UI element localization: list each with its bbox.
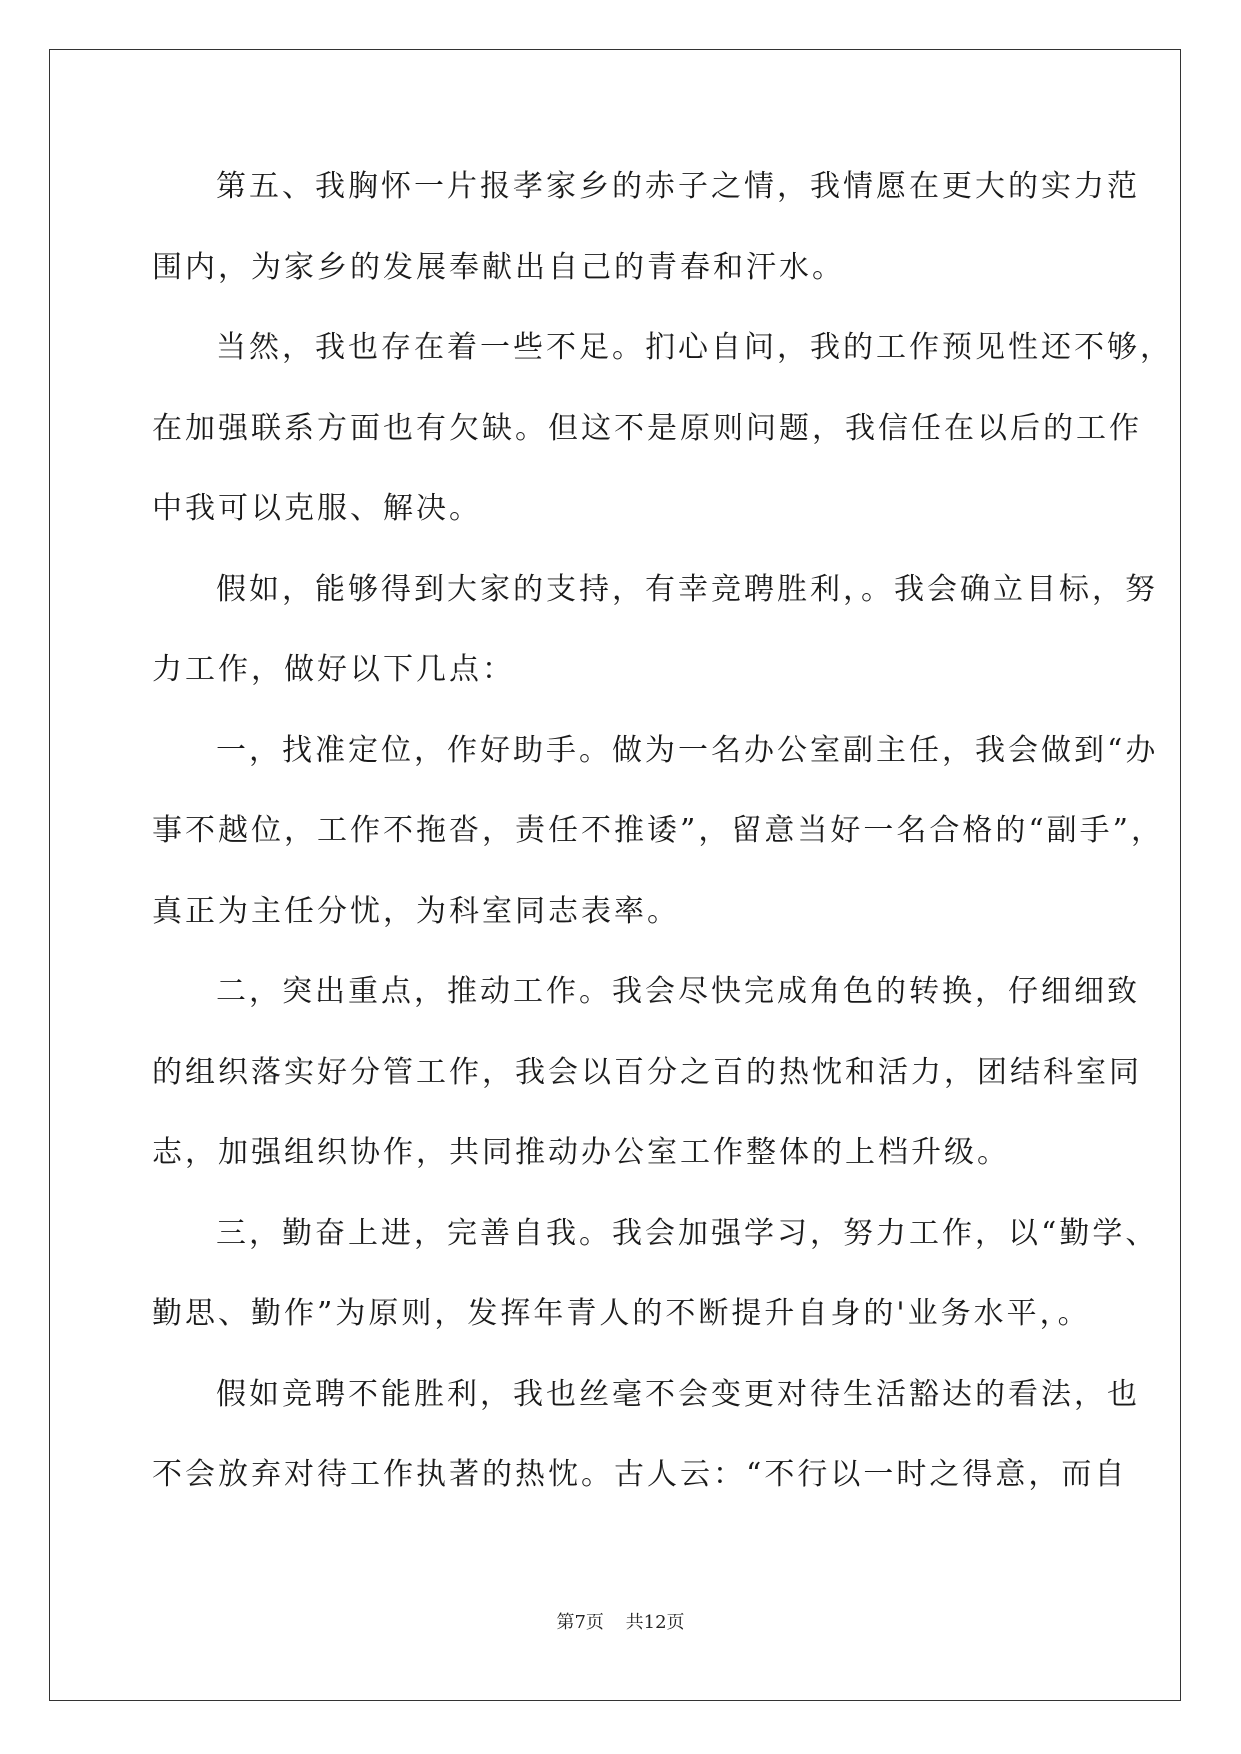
- text-line: 当然，我也存在着一些不足。扪心自问，我的工作预见性还不够，: [216, 330, 1173, 365]
- text-line: 勤思、勤作”为原则，发挥年青人的不断提升自身的'业务水平，。: [152, 1296, 1091, 1331]
- page-number-current: 第7页: [556, 1612, 604, 1633]
- text-line: 不会放弃对待工作执著的热忱。古人云：“不行以一时之得意，而自: [152, 1457, 1128, 1492]
- text-line: 在加强联系方面也有欠缺。但这不是原则问题，我信任在以后的工作: [152, 410, 1142, 446]
- text-line: 事不越位，工作不拖沓，责任不推诿”，留意当好一名合格的“副手”，: [152, 813, 1165, 848]
- text-line: 三，勤奋上进，完善自我。我会加强学习，努力工作，以“勤学、: [216, 1215, 1159, 1251]
- text-line: 一，找准定位，作好助手。做为一名办公室副主任，我会做到“办: [216, 732, 1159, 768]
- text-line: 中我可以克服、解决。: [152, 491, 482, 526]
- page-footer: [0, 1608, 1241, 1634]
- text-line: 假如竞聘不能胜利，我也丝毫不会变更对待生活豁达的看法，也: [216, 1376, 1140, 1412]
- page-number-total: 共12页: [625, 1612, 685, 1633]
- text-line: 二，突出重点，推动工作。我会尽快完成角色的转换，仔细细致: [216, 974, 1140, 1009]
- text-line: 的组织落实好分管工作，我会以百分之百的热忱和活力，团结科室同: [152, 1054, 1142, 1090]
- text-line: 志，加强组织协作，共同推动办公室工作整体的上档升级。: [152, 1135, 1010, 1170]
- text-line: 围内，为家乡的发展奉献出自己的青春和汗水。: [152, 249, 845, 285]
- text-line: 假如，能够得到大家的支持，有幸竞聘胜利，。我会确立目标，努: [216, 571, 1158, 607]
- text-line: 真正为主任分忧，为科室同志表率。: [152, 893, 680, 929]
- text-line: 力工作，做好以下几点：: [152, 652, 515, 687]
- document-body: [152, 147, 1173, 1516]
- text-line: 第五、我胸怀一片报孝家乡的赤子之情，我情愿在更大的实力范: [216, 169, 1140, 204]
